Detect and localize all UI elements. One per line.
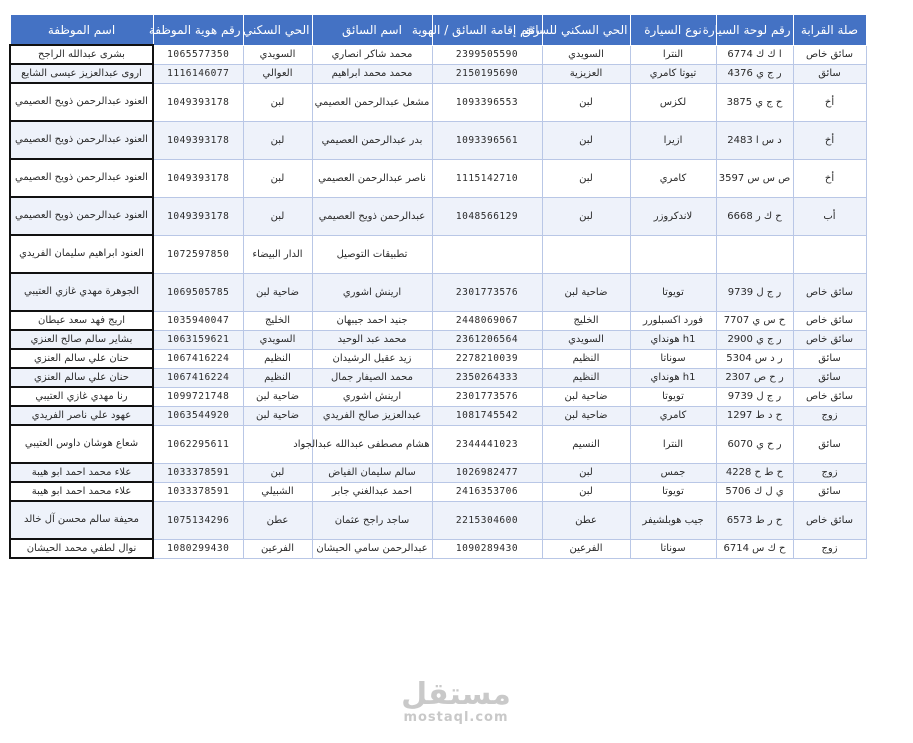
table-row (10, 330, 866, 349)
cell-employee-name: بشرى عبدالله الراجح (10, 45, 153, 64)
cell-employee-name: بشاير سالم صالح العنزي (10, 330, 153, 349)
cell-plate: ي ل ك 5706 (716, 482, 793, 501)
logo-arabic-text: مستقل (401, 677, 511, 712)
cell-plate: ح ج ي 3875 (716, 83, 793, 121)
cell-driver-district: النظيم (542, 349, 630, 368)
cell-driver-name: زيد عقيل الرشيدان (312, 349, 432, 368)
cell-driver-district (542, 235, 630, 273)
cell-employee-id: 1063159621 (153, 330, 243, 349)
cell-relation: زوج (793, 463, 866, 482)
table-row (10, 387, 866, 406)
cell-plate: ح د ط 1297 (716, 406, 793, 425)
cell-plate: ر ج ي 2900 (716, 330, 793, 349)
cell-relation: أخ (793, 159, 866, 197)
cell-home-district: الشبيلي (243, 482, 312, 501)
cell-employee-id: 1049393178 (153, 159, 243, 197)
cell-car-type: لكزس (630, 83, 716, 121)
cell-driver-district: لبن (542, 121, 630, 159)
cell-home-district: السويدي (243, 330, 312, 349)
cell-employee-name: العنود ابراهيم سليمان الفريدي (10, 235, 153, 273)
cell-employee-id: 1065577350 (153, 45, 243, 64)
cell-car-type: النترا (630, 45, 716, 64)
cell-employee-id: 1033378591 (153, 463, 243, 482)
cell-relation: سائق خاص (793, 387, 866, 406)
table-row (10, 368, 866, 387)
cell-car-type: فورد اكسبلورر (630, 311, 716, 330)
cell-driver-name: ساجد راجح عثمان (312, 501, 432, 539)
cell-employee-name: اروى عبدالعزيز عيسى الشايع (10, 64, 153, 83)
cell-car-type: جيب هوبلشيفر (630, 501, 716, 539)
cell-driver-iqama: 2301773576 (432, 273, 542, 311)
cell-home-district: ضاحية لبن (243, 406, 312, 425)
cell-driver-name: مشعل عبدالرحمن العصيمي (312, 83, 432, 121)
cell-car-type: تيوتا كامري (630, 64, 716, 83)
cell-plate: ح س ي 7707 (716, 311, 793, 330)
cell-employee-id: 1067416224 (153, 368, 243, 387)
cell-home-district: النظيم (243, 349, 312, 368)
cell-home-district: لبن (243, 159, 312, 197)
cell-car-type: كامري (630, 159, 716, 197)
cell-driver-district: النسيم (542, 425, 630, 463)
cell-driver-name: هشام مصطفى عبدالله عبدالجواد (312, 425, 432, 463)
cell-driver-name: ناصر عبدالرحمن العصيمي (312, 159, 432, 197)
cell-driver-district: السويدي (542, 330, 630, 349)
cell-driver-name: بدر عبدالرحمن العصيمي (312, 121, 432, 159)
cell-employee-id: 1033378591 (153, 482, 243, 501)
cell-driver-name: محمد محمد ابراهيم (312, 64, 432, 83)
cell-driver-iqama (432, 235, 542, 273)
header-driver-iqama: رقم إقامة السائق / الهوية (432, 15, 542, 46)
cell-driver-district: لبن (542, 159, 630, 197)
table-row (10, 235, 866, 273)
table-row (10, 425, 866, 463)
cell-driver-name: عبدالرحمن ذويح العصيمي (312, 197, 432, 235)
cell-car-type: سوناتا (630, 539, 716, 558)
cell-plate (716, 235, 793, 273)
cell-relation: زوج (793, 539, 866, 558)
cell-employee-name: علاء محمد احمد ابو هيبة (10, 482, 153, 501)
cell-employee-name: عهود علي ناصر الفريدي (10, 406, 153, 425)
cell-driver-district: ضاحية لبن (542, 387, 630, 406)
cell-driver-name: محمد عبد الوحيد (312, 330, 432, 349)
table-body (10, 45, 866, 558)
cell-driver-iqama: 2448069067 (432, 311, 542, 330)
cell-car-type: h1 هونداي (630, 368, 716, 387)
cell-home-district: لبن (243, 197, 312, 235)
cell-plate: ح ك ر 6668 (716, 197, 793, 235)
cell-home-district: العوالي (243, 64, 312, 83)
cell-driver-iqama: 1081745542 (432, 406, 542, 425)
cell-plate: ح ر ط 6573 (716, 501, 793, 539)
cell-driver-district: عطن (542, 501, 630, 539)
cell-plate: ح ك س 6714 (716, 539, 793, 558)
cell-employee-name: حنان علي سالم العنزي (10, 368, 153, 387)
cell-employee-name: العنود عبدالرحمن ذويح العصيمي (10, 83, 153, 121)
table-row (10, 273, 866, 311)
cell-driver-iqama: 2278210039 (432, 349, 542, 368)
table-row (10, 121, 866, 159)
cell-driver-name: سالم سليمان الفياض (312, 463, 432, 482)
cell-relation (793, 235, 866, 273)
table-row (10, 349, 866, 368)
cell-driver-name: محمد شاكر انصاري (312, 45, 432, 64)
header-car-type: نوع السيارة (630, 15, 716, 46)
cell-driver-iqama: 2301773576 (432, 387, 542, 406)
cell-driver-iqama: 1093396561 (432, 121, 542, 159)
cell-driver-name: جنيد احمد جيبهان (312, 311, 432, 330)
cell-relation: زوج (793, 406, 866, 425)
cell-plate: ر د س 5304 (716, 349, 793, 368)
cell-home-district: السويدي (243, 45, 312, 64)
cell-relation: سائق خاص (793, 45, 866, 64)
table-row (10, 406, 866, 425)
cell-employee-name: الجوهرة مهدي غازي العتيبي (10, 273, 153, 311)
cell-plate: ر ج ي 4376 (716, 64, 793, 83)
cell-home-district: ضاحية لبن (243, 387, 312, 406)
table-row (10, 463, 866, 482)
cell-driver-district: الفرعين (542, 539, 630, 558)
cell-driver-iqama: 2344441023 (432, 425, 542, 463)
cell-driver-iqama: 2150195690 (432, 64, 542, 83)
cell-employee-id: 1049393178 (153, 197, 243, 235)
cell-plate: ا ك ك 6774 (716, 45, 793, 64)
header-relation: صلة القرابة (793, 15, 866, 46)
cell-employee-name: العنود عبدالرحمن ذويح العصيمي (10, 121, 153, 159)
cell-home-district: ضاحية لبن (243, 273, 312, 311)
cell-driver-iqama: 2361206564 (432, 330, 542, 349)
cell-plate: ر ح ي 6070 (716, 425, 793, 463)
cell-employee-name: علاء محمد احمد ابو هيبة (10, 463, 153, 482)
cell-relation: سائق (793, 482, 866, 501)
cell-home-district: الفرعين (243, 539, 312, 558)
cell-employee-id: 1080299430 (153, 539, 243, 558)
cell-relation: سائق خاص (793, 311, 866, 330)
cell-employee-name: اريج فهد سعد عيطان (10, 311, 153, 330)
cell-driver-name: محمد الصيفار جمال (312, 368, 432, 387)
cell-driver-iqama: 2399505590 (432, 45, 542, 64)
cell-car-type: لاندكروزر (630, 197, 716, 235)
header-driver-name: اسم السائق (312, 15, 432, 46)
table-row (10, 45, 866, 64)
table-row (10, 501, 866, 539)
cell-employee-name: شعاع هوشان داوس العتيبي (10, 425, 153, 463)
cell-relation: سائق خاص (793, 273, 866, 311)
cell-employee-id: 1063544920 (153, 406, 243, 425)
table-row (10, 159, 866, 197)
cell-driver-district: النظيم (542, 368, 630, 387)
cell-plate: ر ح ص 2307 (716, 368, 793, 387)
cell-plate: ح ط ح 4228 (716, 463, 793, 482)
cell-car-type: سوناتا (630, 349, 716, 368)
cell-car-type: النترا (630, 425, 716, 463)
cell-home-district: الخليج (243, 311, 312, 330)
cell-employee-id: 1072597850 (153, 235, 243, 273)
cell-driver-iqama: 2350264333 (432, 368, 542, 387)
cell-employee-id: 1075134296 (153, 501, 243, 539)
cell-home-district: لبن (243, 463, 312, 482)
cell-driver-name: ارينش اشوري (312, 387, 432, 406)
cell-driver-iqama: 1115142710 (432, 159, 542, 197)
cell-plate: ر ج ل 9739 (716, 387, 793, 406)
mostaql-logo (399, 679, 513, 725)
cell-driver-district: لبن (542, 463, 630, 482)
cell-employee-id: 1116146077 (153, 64, 243, 83)
cell-driver-name: عبدالرحمن سامي الحيشان (312, 539, 432, 558)
cell-driver-iqama: 2215304600 (432, 501, 542, 539)
cell-relation: أب (793, 197, 866, 235)
cell-employee-name: العنود عبدالرحمن ذويح العصيمي (10, 197, 153, 235)
cell-employee-name: محيفة سالم محسن آل خالد (10, 501, 153, 539)
header-driver-district: الحي السكني للسائق (542, 15, 630, 46)
cell-employee-id: 1067416224 (153, 349, 243, 368)
header-plate: رقم لوحة السيارة (716, 15, 793, 46)
table-row (10, 482, 866, 501)
table-row (10, 64, 866, 83)
cell-relation: سائق (793, 64, 866, 83)
cell-plate: ص س س 3597 (716, 159, 793, 197)
cell-car-type (630, 235, 716, 273)
table-row (10, 83, 866, 121)
cell-relation: سائق (793, 425, 866, 463)
cell-driver-district: ضاحية لبن (542, 273, 630, 311)
cell-car-type: تويوتا (630, 273, 716, 311)
cell-driver-iqama: 2416353706 (432, 482, 542, 501)
cell-driver-district: الخليج (542, 311, 630, 330)
cell-employee-name: رنا مهدي غازي العتيبي (10, 387, 153, 406)
cell-employee-id: 1069505785 (153, 273, 243, 311)
cell-relation: أخ (793, 83, 866, 121)
cell-driver-iqama: 1048566129 (432, 197, 542, 235)
cell-car-type: h1 هونداي (630, 330, 716, 349)
logo-latin-text: mostaql.com (403, 710, 509, 725)
cell-employee-name: حنان علي سالم العنزي (10, 349, 153, 368)
header-employee-id: رقم هوية الموظفة (153, 15, 243, 46)
cell-driver-district: العزيزية (542, 64, 630, 83)
cell-employee-id: 1035940047 (153, 311, 243, 330)
cell-car-type: ازيرا (630, 121, 716, 159)
table-row (10, 539, 866, 558)
cell-relation: سائق خاص (793, 330, 866, 349)
cell-car-type: كامري (630, 406, 716, 425)
cell-employee-id: 1049393178 (153, 83, 243, 121)
cell-car-type: جمس (630, 463, 716, 482)
cell-employee-id: 1062295611 (153, 425, 243, 463)
table-row (10, 311, 866, 330)
cell-home-district: عطن (243, 501, 312, 539)
header-row (10, 15, 866, 46)
cell-home-district: لبن (243, 83, 312, 121)
cell-driver-district: لبن (542, 83, 630, 121)
cell-relation: سائق (793, 349, 866, 368)
cell-car-type: تويوتا (630, 387, 716, 406)
header-employee-name: اسم الموظفة (10, 15, 153, 46)
cell-driver-name: ارينش اشوري (312, 273, 432, 311)
cell-driver-iqama: 1090289430 (432, 539, 542, 558)
cell-employee-id: 1049393178 (153, 121, 243, 159)
cell-relation: سائق (793, 368, 866, 387)
header-home-district: الحي السكني (243, 15, 312, 46)
cell-driver-district: لبن (542, 482, 630, 501)
cell-plate: ر ج ل 9739 (716, 273, 793, 311)
cell-plate: د س ا 2483 (716, 121, 793, 159)
cell-employee-id: 1099721748 (153, 387, 243, 406)
cell-car-type: تويوتا (630, 482, 716, 501)
cell-home-district: الدار البيضاء (243, 235, 312, 273)
cell-home-district: النظيم (243, 368, 312, 387)
cell-driver-name: عبدالعزيز صالح الفريدي (312, 406, 432, 425)
data-table (9, 14, 867, 559)
cell-driver-district: السويدي (542, 45, 630, 64)
cell-relation: أخ (793, 121, 866, 159)
cell-employee-name: نوال لطفي محمد الحيشان (10, 539, 153, 558)
cell-driver-iqama: 1093396553 (432, 83, 542, 121)
cell-home-district: لبن (243, 121, 312, 159)
table-row (10, 197, 866, 235)
cell-relation: سائق خاص (793, 501, 866, 539)
cell-driver-district: ضاحية لبن (542, 406, 630, 425)
cell-employee-name: العنود عبدالرحمن ذويح العصيمي (10, 159, 153, 197)
cell-driver-name: تطبيقات التوصيل (312, 235, 432, 273)
cell-driver-district: لبن (542, 197, 630, 235)
cell-driver-iqama: 1026982477 (432, 463, 542, 482)
cell-driver-name: احمد عبدالغني جابر (312, 482, 432, 501)
